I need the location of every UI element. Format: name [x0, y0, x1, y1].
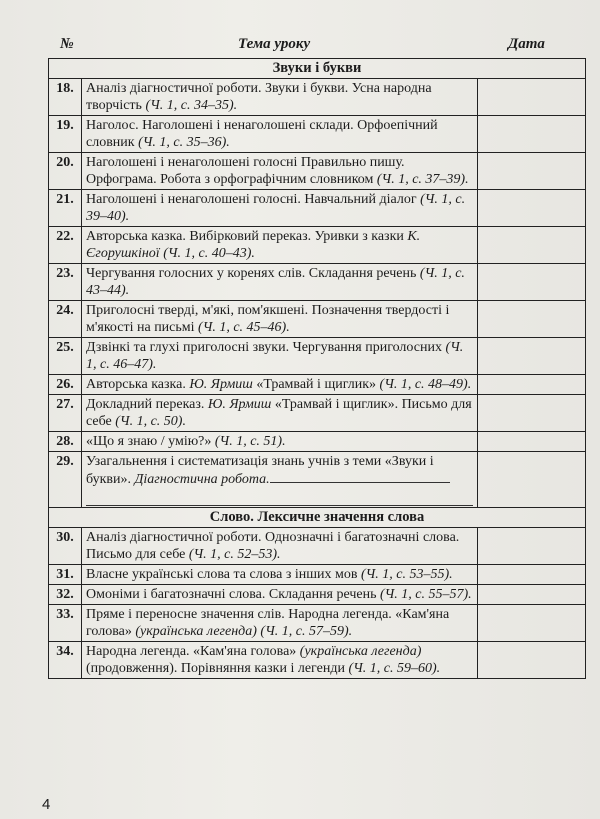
lesson-number: 23.: [49, 264, 82, 301]
lesson-number: 18.: [49, 79, 82, 116]
lesson-row: [49, 301, 586, 338]
lesson-number: 32.: [49, 585, 82, 605]
lesson-date-cell: [477, 642, 585, 679]
lesson-topic: [82, 227, 478, 264]
topic-text: Приголосні тверді, м'які, пом'якшені. Позначення твердості і м'якості на письмі: [86, 303, 450, 335]
topic-author: (українська легенда): [299, 644, 422, 659]
textbook-reference: (Ч. 1, с. 39–40).: [86, 192, 466, 224]
lesson-table: [48, 58, 586, 679]
textbook-reference: (Ч. 1, с. 48–49).: [379, 377, 472, 392]
topic-text: Аналіз діагностичної роботи. Звуки і букви. Усна народна творчість: [86, 81, 432, 113]
lesson-date-cell: [477, 452, 585, 508]
topic-text: Наголошені і ненаголошені голосні Правильно пишу. Орфограма. Робота з орфографічним словником: [86, 155, 405, 187]
lesson-row: [49, 79, 586, 116]
lesson-row: [49, 452, 586, 508]
lesson-number: 24.: [49, 301, 82, 338]
lesson-row: [49, 375, 586, 395]
lesson-number: 28.: [49, 432, 82, 452]
lesson-topic: [82, 116, 478, 153]
topic-text: Авторська казка. Вибірковий переказ. Уривки з казки: [86, 229, 408, 244]
topic-text: Омоніми і багатозначні слова. Складання речень: [86, 587, 380, 602]
textbook-reference: (Ч. 1, с. 50).: [115, 414, 186, 429]
topic-author: Ю. Ярмиш: [189, 377, 253, 392]
lesson-date-cell: [477, 528, 585, 565]
topic-text: Узагальнення і систематизація знань учнів з теми «Звуки і букви».: [86, 454, 434, 487]
lesson-date-cell: [477, 395, 585, 432]
lesson-number: 19.: [49, 116, 82, 153]
lesson-date-cell: [477, 375, 585, 395]
lesson-topic: [82, 375, 478, 395]
textbook-reference: (Ч. 1, с. 52–53).: [188, 547, 281, 562]
lesson-number: 21.: [49, 190, 82, 227]
textbook-reference: (Ч. 1, с. 37–39).: [376, 172, 469, 187]
lesson-number: 31.: [49, 565, 82, 585]
topic-text-continued: «Трамвай і щиглик». Письмо для себе: [86, 397, 472, 429]
textbook-reference: (Ч. 1, с. 59–60).: [348, 661, 441, 676]
lesson-date-cell: [477, 565, 585, 585]
lesson-number: 26.: [49, 375, 82, 395]
topic-text: Аналіз діагностичної роботи. Однозначні і багатозначні слова. Письмо для себе: [86, 530, 460, 562]
textbook-reference: (Ч. 1, с. 51).: [214, 434, 286, 449]
textbook-reference: (Ч. 1, с. 43–44).: [86, 266, 465, 298]
lesson-date-cell: [477, 79, 585, 116]
lesson-topic: [82, 452, 478, 508]
lesson-number: 34.: [49, 642, 82, 679]
topic-text: Наголос. Наголошені і ненаголошені склади. Орфоепічний словник: [86, 118, 438, 150]
lesson-topic: [82, 338, 478, 375]
textbook-reference: (Ч. 1, с. 55–57).: [380, 587, 472, 602]
lesson-date-cell: [477, 153, 585, 190]
textbook-reference: (Ч. 1, с. 34–35).: [145, 98, 238, 113]
lesson-date-cell: [477, 605, 585, 642]
lesson-topic: [82, 585, 478, 605]
textbook-reference: (Ч. 1, с. 35–36).: [138, 135, 230, 150]
lesson-row: [49, 338, 586, 375]
page-number: 4: [42, 796, 51, 813]
textbook-reference: (Ч. 1, с. 40–43).: [159, 246, 255, 261]
topic-author: (українська легенда): [135, 624, 257, 639]
lesson-topic: [82, 264, 478, 301]
lesson-row: [49, 605, 586, 642]
topic-text: Власне українські слова та слова з інших мов: [86, 567, 361, 582]
topic-text: Авторська казка.: [86, 377, 190, 392]
topic-author: К. Єгорушкіної: [86, 229, 421, 261]
topic-text: Наголошені і ненаголошені голосні. Навчальний діалог: [86, 192, 421, 207]
lesson-date-cell: [477, 301, 585, 338]
lesson-row: [49, 642, 586, 679]
lesson-row: [49, 264, 586, 301]
topic-author: Ю. Ярмиш: [207, 397, 272, 412]
lesson-topic: [82, 190, 478, 227]
textbook-reference: (Ч. 1, с. 46–47).: [86, 340, 464, 372]
lesson-topic: [82, 642, 478, 679]
lesson-topic: [82, 565, 478, 585]
lesson-date-cell: [477, 190, 585, 227]
lesson-row: [49, 190, 586, 227]
lesson-row: [49, 395, 586, 432]
textbook-reference: (Ч. 1, с. 53–55).: [360, 567, 453, 582]
lesson-row: [49, 116, 586, 153]
topic-text: Пряме і переносне значення слів. Народна легенда. «Кам'яна голова»: [86, 607, 450, 639]
header-topic: Тема уроку: [238, 36, 311, 52]
lesson-number: 27.: [49, 395, 82, 432]
section-title: Слово. Лексичне значення слова: [49, 508, 586, 528]
lesson-topic: [82, 528, 478, 565]
lesson-date-cell: [477, 432, 585, 452]
lesson-date-cell: [477, 264, 585, 301]
section-header-row: [49, 59, 586, 79]
topic-text-continued: (продовження). Порівняння казки і легенди: [86, 661, 349, 676]
topic-text: Докладний переказ.: [86, 397, 208, 412]
lesson-row: [49, 432, 586, 452]
lesson-row: [49, 565, 586, 585]
lesson-topic: [82, 301, 478, 338]
lesson-topic: [82, 605, 478, 642]
topic-text-continued: «Трамвай і щиглик»: [252, 377, 380, 392]
table-header: [0, 36, 600, 56]
lesson-topic: [82, 153, 478, 190]
lesson-topic: [82, 395, 478, 432]
lesson-topic: [82, 79, 478, 116]
blank-line: [270, 470, 450, 483]
topic-text: «Що я знаю / умію?»: [86, 434, 215, 449]
lesson-row: [49, 153, 586, 190]
lesson-date-cell: [477, 227, 585, 264]
lesson-date-cell: [477, 116, 585, 153]
lesson-row: [49, 528, 586, 565]
topic-text: Народна легенда. «Кам'яна голова»: [86, 644, 300, 659]
textbook-reference: (Ч. 1, с. 57–59).: [256, 624, 353, 639]
lesson-date-cell: [477, 585, 585, 605]
blank-line: [86, 491, 473, 506]
textbook-reference: (Ч. 1, с. 45–46).: [198, 320, 290, 335]
lesson-number: 20.: [49, 153, 82, 190]
lesson-row: [49, 227, 586, 264]
header-number: №: [60, 36, 74, 52]
lesson-topic: [82, 432, 478, 452]
section-title: Звуки і букви: [49, 59, 586, 79]
topic-text: Чергування голосних у коренях слів. Складання речень: [86, 266, 420, 281]
lesson-number: 22.: [49, 227, 82, 264]
lesson-row: [49, 585, 586, 605]
section-header-row: [49, 508, 586, 528]
lesson-number: 25.: [49, 338, 82, 375]
topic-author: Діагностична робота.: [134, 472, 270, 487]
header-date: Дата: [508, 36, 545, 52]
lesson-number: 29.: [49, 452, 82, 508]
lesson-number: 30.: [49, 528, 82, 565]
topic-text: Дзвінкі та глухі приголосні звуки. Чергування приголосних: [86, 340, 446, 355]
lesson-date-cell: [477, 338, 585, 375]
lesson-number: 33.: [49, 605, 82, 642]
